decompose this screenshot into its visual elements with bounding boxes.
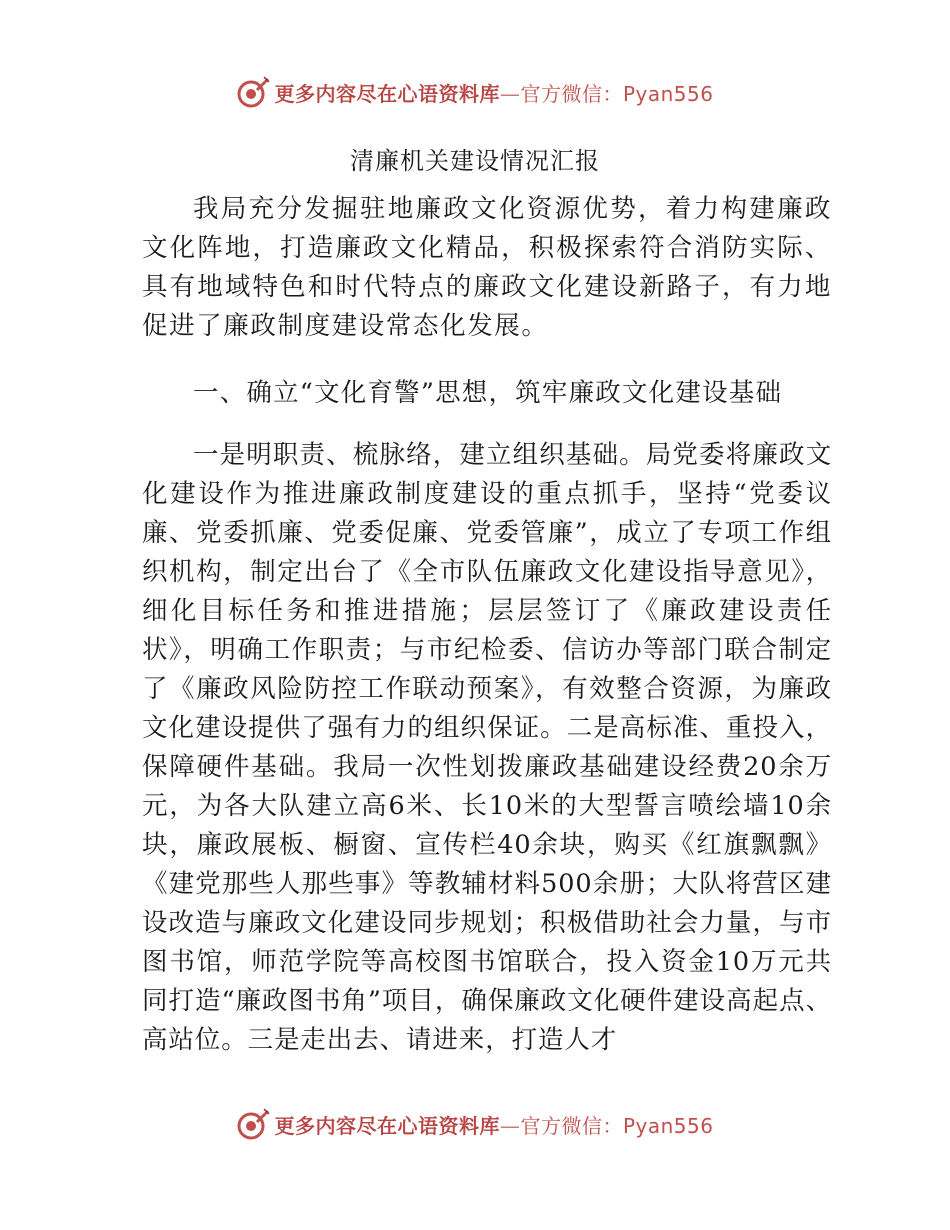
pen-seal-logo-icon [236,1107,270,1141]
header-separator: — [499,81,521,106]
footer-separator: — [499,1113,521,1138]
section-body-paragraph: 一是明职责、梳脉络，建立组织基础。局党委将廉政文化建设作为推进廉政制度建设的重点抓手，坚持“党委议廉、党委抓廉、党委促廉、党委管廉”，成立了专项工作组织机构，制定出台了《全市队伍廉政文化建设指导意见》，细化目标任务和推进措施；层层签订了《廉政建设责任状》，明确工作职责；与市纪检委、信访办等部门联合制定了《廉政风险防控工作联动预案》，有效整合资源，为廉政文化建设提供了强有力的组织保证。二是高标准、重投入，保障硬件基础。我局一次性划拨廉政基础建设经费20余万元，为各大队建立高6米、长10米的大型誓言喷绘墙10余块，廉政展板、橱窗、宣传栏40余块，购买《红旗飘飘》《建党那些人那些事》等教辅材料500余册；大队将营区建设改造与廉政文化建设同步规划；积极借助社会力量，与市图书馆，师范学院等高校图书馆联合，投入资金10万元共同打造“廉政图书角”项目，确保廉政文化硬件建设高起点、高站位。三是走出去、请进来，打造人才 [142,440,832,1055]
footer-wechat: 官方微信：Pyan556 [520,1113,714,1138]
pen-seal-logo-icon [236,75,270,109]
section-heading: 一、确立“文化育警”思想，筑牢廉政文化建设基础 [193,378,783,408]
document-body [142,190,832,1060]
footer-banner [0,1104,950,1144]
header-banner-text [274,78,713,107]
header-banner [0,72,950,112]
header-brand: 更多内容尽在心语资料库 [274,81,500,106]
footer-brand: 更多内容尽在心语资料库 [274,1113,500,1138]
footer-banner-text [274,1110,713,1139]
header-wechat: 官方微信：Pyan556 [520,81,714,106]
intro-paragraph: 我局充分发掘驻地廉政文化资源优势，着力构建廉政文化阵地，打造廉政文化精品，积极探索符合消防实际、具有地域特色和时代特点的廉政文化建设新路子，有力地促进了廉政制度建设常态化发展。 [142,194,832,341]
page-title: 清廉机关建设情况汇报 [350,147,600,175]
